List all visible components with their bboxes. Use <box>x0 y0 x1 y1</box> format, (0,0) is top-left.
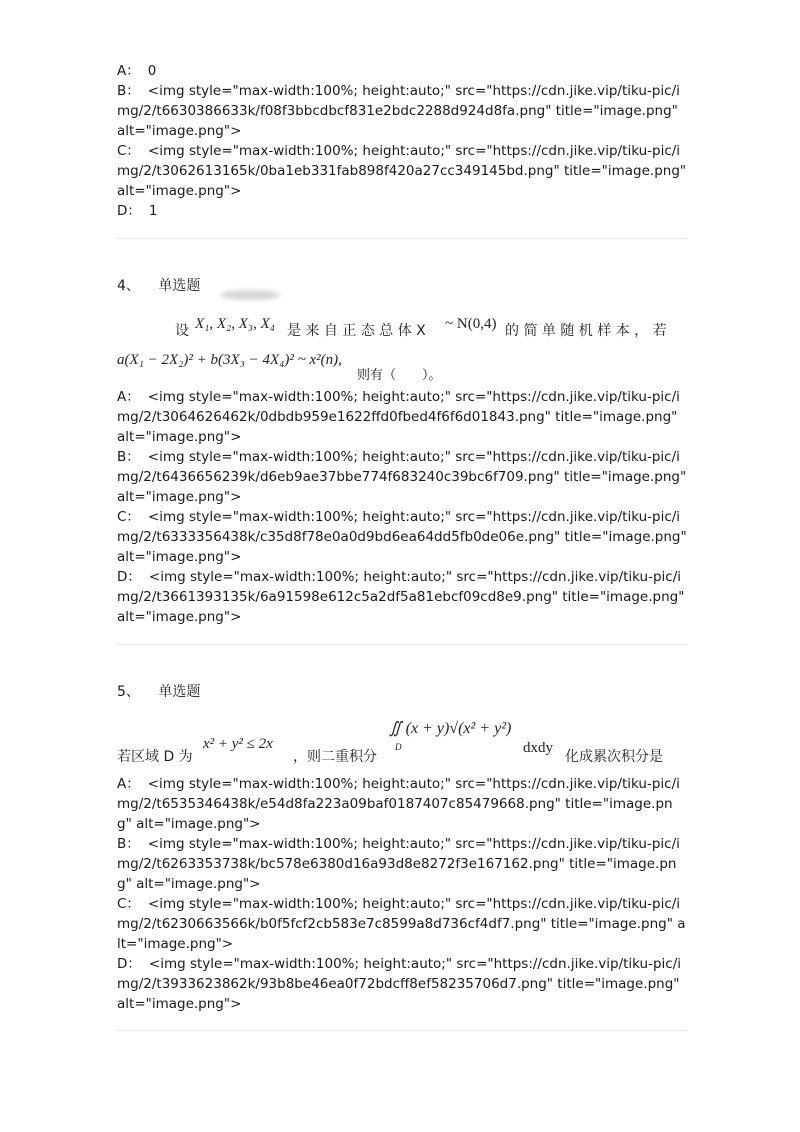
option-b[interactable] <box>117 834 687 894</box>
option-text: <img style="max-width:100%; height:auto;" src="https://cdn.jike.vip/tiku-pic/img/2/t6263353738k/bc578e6380d16a93d8e8272f3e167162.png" title="image.png" alt="image.png"> <box>117 836 680 892</box>
stem-dxdy: dxdy <box>523 740 553 756</box>
question-4 <box>117 276 687 296</box>
question-5-stem <box>117 716 687 766</box>
option-a[interactable] <box>117 774 687 834</box>
stem-tail: 化成累次积分是 <box>565 749 663 765</box>
question-5 <box>117 682 687 702</box>
stem-end: 则有（ ）。 <box>357 368 442 383</box>
question-header <box>117 276 687 296</box>
stem-mid: 是 来 自 正 态 总 体 X <box>287 323 426 339</box>
option-text: 0 <box>147 63 157 79</box>
option-a[interactable] <box>117 61 687 81</box>
option-key: D： <box>117 569 141 585</box>
question-number: 4、 <box>117 278 140 294</box>
stem-domain: D <box>395 742 402 752</box>
stem-prefix: 若区域 D 为 <box>117 749 193 765</box>
option-text: <img style="max-width:100%; height:auto;" src="https://cdn.jike.vip/tiku-pic/img/2/t3062613165k/0ba1eb331fab898f420a27cc349145bd.png" title="image.png" alt="image.png"> <box>117 143 687 199</box>
option-c[interactable] <box>117 141 687 201</box>
question-4-stem-line1 <box>175 316 695 340</box>
option-b[interactable] <box>117 81 687 141</box>
stem-formula: a(X₁ − 2X₂)² + b(3X₃ − 4X₄)² ~ x²(n), <box>117 352 342 368</box>
option-text: <img style="max-width:100%; height:auto;" src="https://cdn.jike.vip/tiku-pic/img/2/t6630386633k/f08f3bbcdbcf831e2bdc2288d924d8fa.png" title="image.png" alt="image.png"> <box>117 83 680 139</box>
option-a[interactable] <box>117 387 687 447</box>
option-key: A： <box>117 776 140 792</box>
question-5-options <box>117 774 687 1014</box>
option-d[interactable] <box>117 567 687 627</box>
option-d[interactable] <box>117 954 687 1014</box>
option-key: C： <box>117 896 140 912</box>
separator <box>117 644 687 645</box>
question-4-options <box>117 387 687 627</box>
stem-region: x² + y² ≤ 2x <box>203 736 273 752</box>
stem-prefix: 设 <box>175 323 189 339</box>
option-key: B： <box>117 449 140 465</box>
option-d[interactable] <box>117 201 687 221</box>
option-key: A： <box>117 63 140 79</box>
option-key: D： <box>117 203 141 219</box>
stem-dist: ~ N(0,4) <box>445 316 497 332</box>
separator <box>117 238 687 239</box>
separator <box>117 1030 687 1031</box>
option-key: A： <box>117 389 140 405</box>
question-4-stem-line2 <box>117 352 687 383</box>
option-text: <img style="max-width:100%; height:auto;" src="https://cdn.jike.vip/tiku-pic/img/2/t6535346438k/e54d8fa223a09baf0187407c85479668.png" title="image.png" alt="image.png"> <box>117 776 680 832</box>
option-c[interactable] <box>117 894 687 954</box>
stem-tail: 的 简 单 随 机 样 本 ， 若 <box>505 323 667 339</box>
option-text: <img style="max-width:100%; height:auto;" src="https://cdn.jike.vip/tiku-pic/img/2/t3064626462k/0dbdb959e1622ffd0fbed4f6f6d01843.png" title="image.png" alt="image.png"> <box>117 389 680 445</box>
stem-integral: ∬ (x + y)√(x² + y²) <box>389 720 512 737</box>
option-text: <img style="max-width:100%; height:auto;" src="https://cdn.jike.vip/tiku-pic/img/2/t3661393135k/6a91598e612c5a2df5a81ebcf09cd8e9.png" title="image.png" alt="image.png"> <box>117 569 685 625</box>
question-type: 单选题 <box>158 278 201 294</box>
option-text: <img style="max-width:100%; height:auto;" src="https://cdn.jike.vip/tiku-pic/img/2/t6230663566k/b0f5fcf2cb583e7c8599a8d736cf4df7.png" title="image.png" alt="image.png"> <box>117 896 686 952</box>
question-number: 5、 <box>117 684 140 700</box>
stem-vars: X₁, X₂, X₃, X₄ <box>195 316 276 332</box>
option-text: <img style="max-width:100%; height:auto;" src="https://cdn.jike.vip/tiku-pic/img/2/t6436656239k/d6eb9ae37bbe774f683240c39bc6f709.png" title="image.png" alt="image.png"> <box>117 449 687 505</box>
option-key: B： <box>117 836 140 852</box>
option-key: C： <box>117 143 140 159</box>
option-key: B： <box>117 83 140 99</box>
option-key: C： <box>117 509 140 525</box>
stem-mid: ，则二重积分 <box>293 749 377 765</box>
option-c[interactable] <box>117 507 687 567</box>
question-header <box>117 682 687 702</box>
option-text: <img style="max-width:100%; height:auto;" src="https://cdn.jike.vip/tiku-pic/img/2/t6333356438k/c35d8f78e0a0d9bd6ea64dd5fb0de06e.png" title="image.png" alt="image.png"> <box>117 509 687 565</box>
option-key: D： <box>117 956 141 972</box>
option-text: <img style="max-width:100%; height:auto;" src="https://cdn.jike.vip/tiku-pic/img/2/t3933623862k/93b8be46ea0f72bdcff8ef58235706d7.png" title="image.png" alt="image.png"> <box>117 956 682 1012</box>
question-type: 单选题 <box>158 684 201 700</box>
option-text: 1 <box>148 203 158 219</box>
question-3-options <box>117 61 687 221</box>
option-b[interactable] <box>117 447 687 507</box>
